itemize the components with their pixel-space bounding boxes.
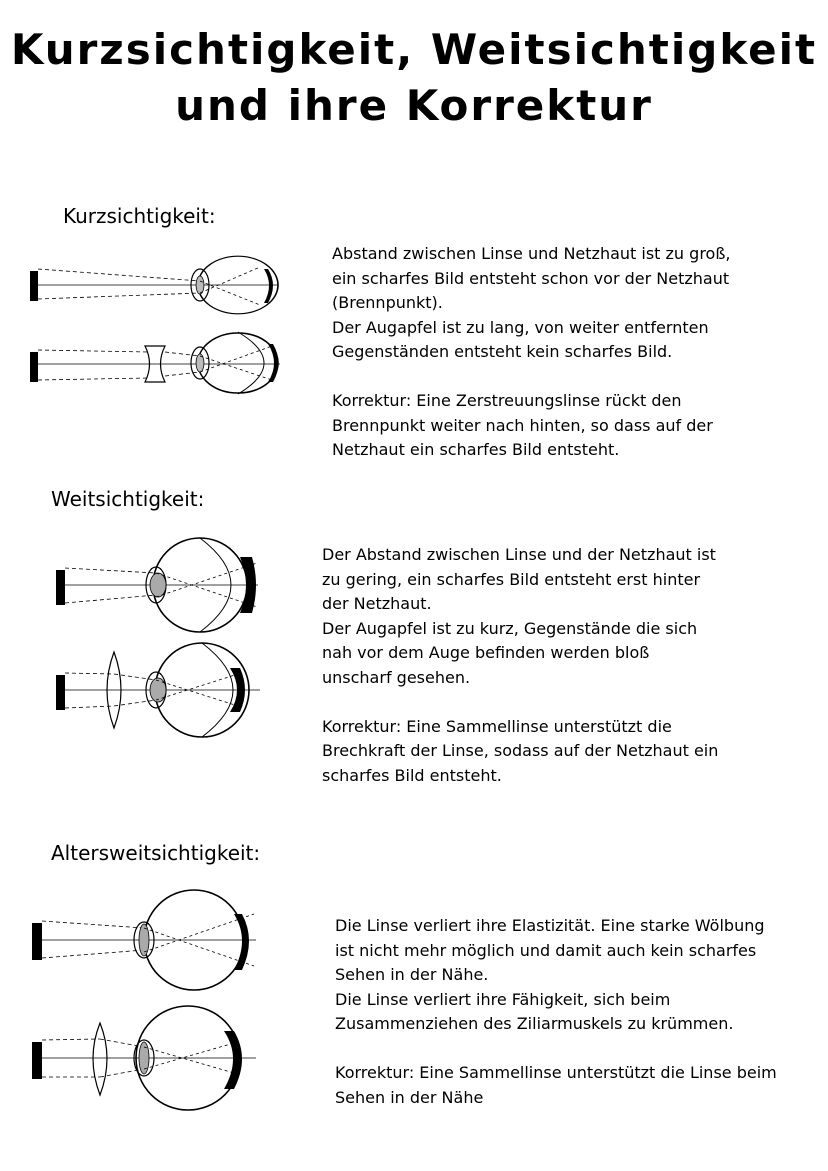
presbyopia-corrected-eye-icon — [28, 1003, 268, 1113]
presbyopia-eye-icon — [28, 886, 268, 991]
correction-paragraph: Korrektur: Eine Sammellinse unterstützt die Brechkraft der Linse, sodass auf der Netzhaut ein scharfes Bild entsteht. — [322, 716, 719, 785]
paragraph: Der Augapfel ist zu kurz, Gegenstände die sich nah vor dem Auge befinden werden bloß unscharf gesehen. — [322, 618, 698, 687]
section-heading-altersweitsichtigkeit: Altersweitsichtigkeit: — [51, 841, 261, 865]
page-title — [0, 22, 828, 134]
paragraph: Der Abstand zwischen Linse und der Netzhaut ist zu gering, ein scharfes Bild entsteht erst hinter der Netzhaut. — [322, 545, 716, 613]
section-heading-kurzsichtigkeit: Kurzsichtigkeit: — [63, 204, 216, 228]
hyperopia-eye-icon — [52, 535, 267, 635]
paragraph: Die Linse verliert ihre Fähigkeit, sich beim Zusammenziehen des Ziliarmuskels zu krümmen. — [335, 989, 734, 1033]
paragraph: Die Linse verliert ihre Elastizität. Eine starke Wölbung ist nicht mehr möglich und damit auch kein scharfes Sehen in der Nähe. — [335, 916, 765, 984]
paragraph: Der Augapfel ist zu lang, von weiter entfernten Gegenständen entsteht kein scharfes Bild. — [332, 317, 709, 361]
section-text-weitsichtigkeit — [322, 543, 722, 788]
myopia-eye-icon — [28, 255, 283, 320]
correction-paragraph: Korrektur: Eine Sammellinse unterstützt die Linse beim Sehen in der Nähe — [335, 1063, 777, 1107]
section-text-altersweitsichtigkeit — [335, 914, 785, 1110]
page-title-line-2: und ihre Korrektur — [175, 81, 653, 130]
section-heading-weitsichtigkeit: Weitsichtigkeit: — [51, 487, 205, 511]
page-title-line-1: Kurzsichtigkeit, Weitsichtigkeit — [10, 25, 818, 74]
section-text-kurzsichtigkeit — [332, 242, 732, 463]
myopia-corrected-eye-icon — [28, 326, 283, 391]
hyperopia-corrected-eye-icon — [52, 640, 267, 740]
paragraph: Abstand zwischen Linse und Netzhaut ist zu groß, ein scharfes Bild entsteht schon vor der Netzhaut (Brennpunkt). — [332, 244, 731, 312]
correction-paragraph: Korrektur: Eine Zerstreuungslinse rückt den Brennpunkt weiter nach hinten, so dass auf der Netzhaut ein scharfes Bild entsteht. — [332, 391, 713, 459]
